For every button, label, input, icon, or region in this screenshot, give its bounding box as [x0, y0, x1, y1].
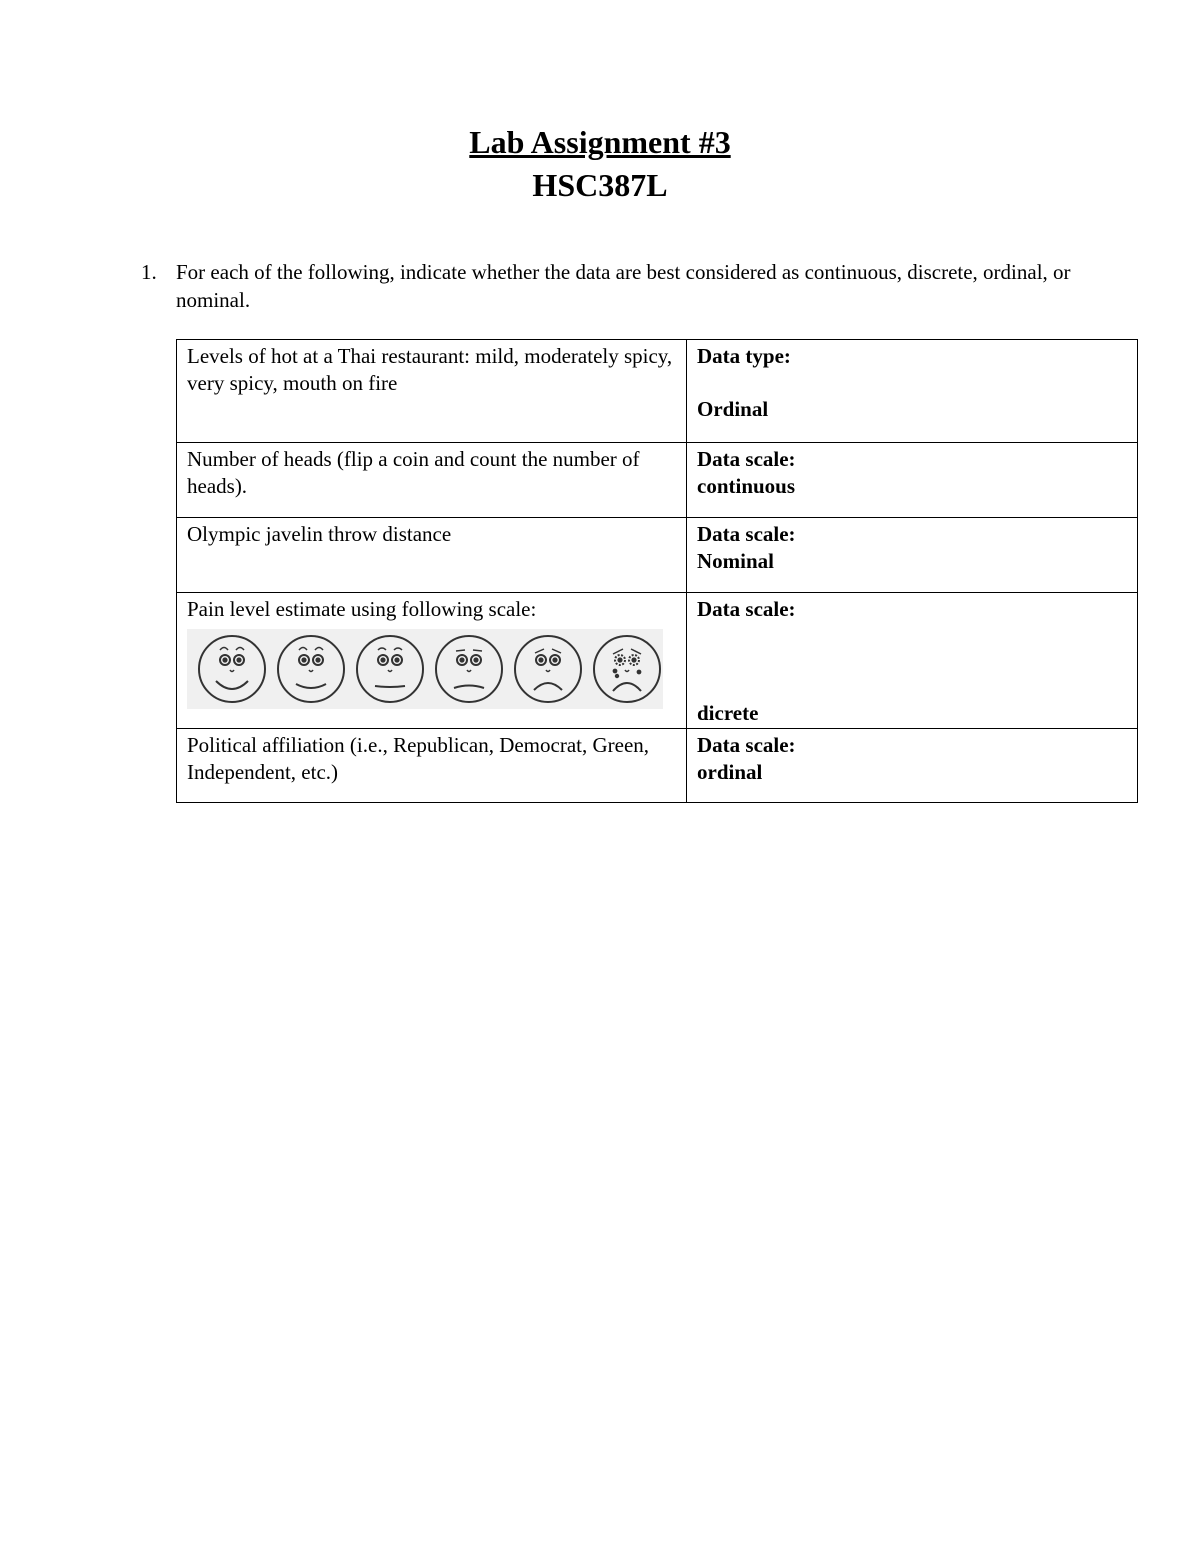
answer-text: Nominal [697, 549, 775, 573]
answer-label: Data scale: [697, 522, 796, 546]
question-1 [141, 258, 1101, 314]
happy-face-icon [199, 636, 265, 702]
answer-cell [687, 593, 1138, 729]
answer-table [176, 339, 1138, 803]
smiling-face-icon [278, 636, 344, 702]
answer-cell [687, 443, 1138, 518]
prompt-cell [177, 593, 687, 729]
table-row [177, 518, 1138, 593]
answer-label: Data scale: [697, 597, 796, 621]
document-title: Lab Assignment #3 [469, 124, 731, 160]
pain-scale-faces [187, 629, 663, 709]
answer-text: ordinal [697, 760, 763, 784]
table-row [177, 443, 1138, 518]
answer-cell [687, 340, 1138, 443]
question-number: 1. [141, 260, 157, 284]
crying-face-icon [594, 636, 660, 702]
answer-text: continuous [697, 474, 796, 498]
prompt-cell [177, 518, 687, 593]
table-row [177, 593, 1138, 729]
answer-cell [687, 518, 1138, 593]
answer-text: Ordinal [697, 397, 769, 421]
concerned-face-icon [436, 636, 502, 702]
prompt-cell [177, 340, 687, 443]
prompt-text: Levels of hot at a Thai restaurant: mild, moderately spicy, very spicy, mouth on fire [187, 344, 673, 395]
prompt-text: Number of heads (flip a coin and count the number of heads). [187, 447, 640, 498]
prompt-cell [177, 729, 687, 803]
question-text: For each of the following, indicate whether the data are best considered as continuous, discrete, ordinal, or nominal. [176, 260, 1071, 312]
answer-cell [687, 729, 1138, 803]
sad-face-icon [515, 636, 581, 702]
answer-label: Data scale: [697, 447, 796, 471]
answer-label: Data scale: [697, 733, 796, 757]
table-row [177, 729, 1138, 803]
answer-text: dicrete [697, 701, 759, 725]
prompt-cell [177, 443, 687, 518]
table-row [177, 340, 1138, 443]
prompt-text: Political affiliation (i.e., Republican, Democrat, Green, Independent, etc.) [187, 733, 650, 784]
prompt-text: Pain level estimate using following scale: [187, 597, 537, 621]
prompt-text: Olympic javelin throw distance [187, 522, 452, 546]
answer-label: Data type: [697, 344, 791, 368]
course-code: HSC387L [532, 167, 668, 203]
neutral-face-icon [357, 636, 423, 702]
